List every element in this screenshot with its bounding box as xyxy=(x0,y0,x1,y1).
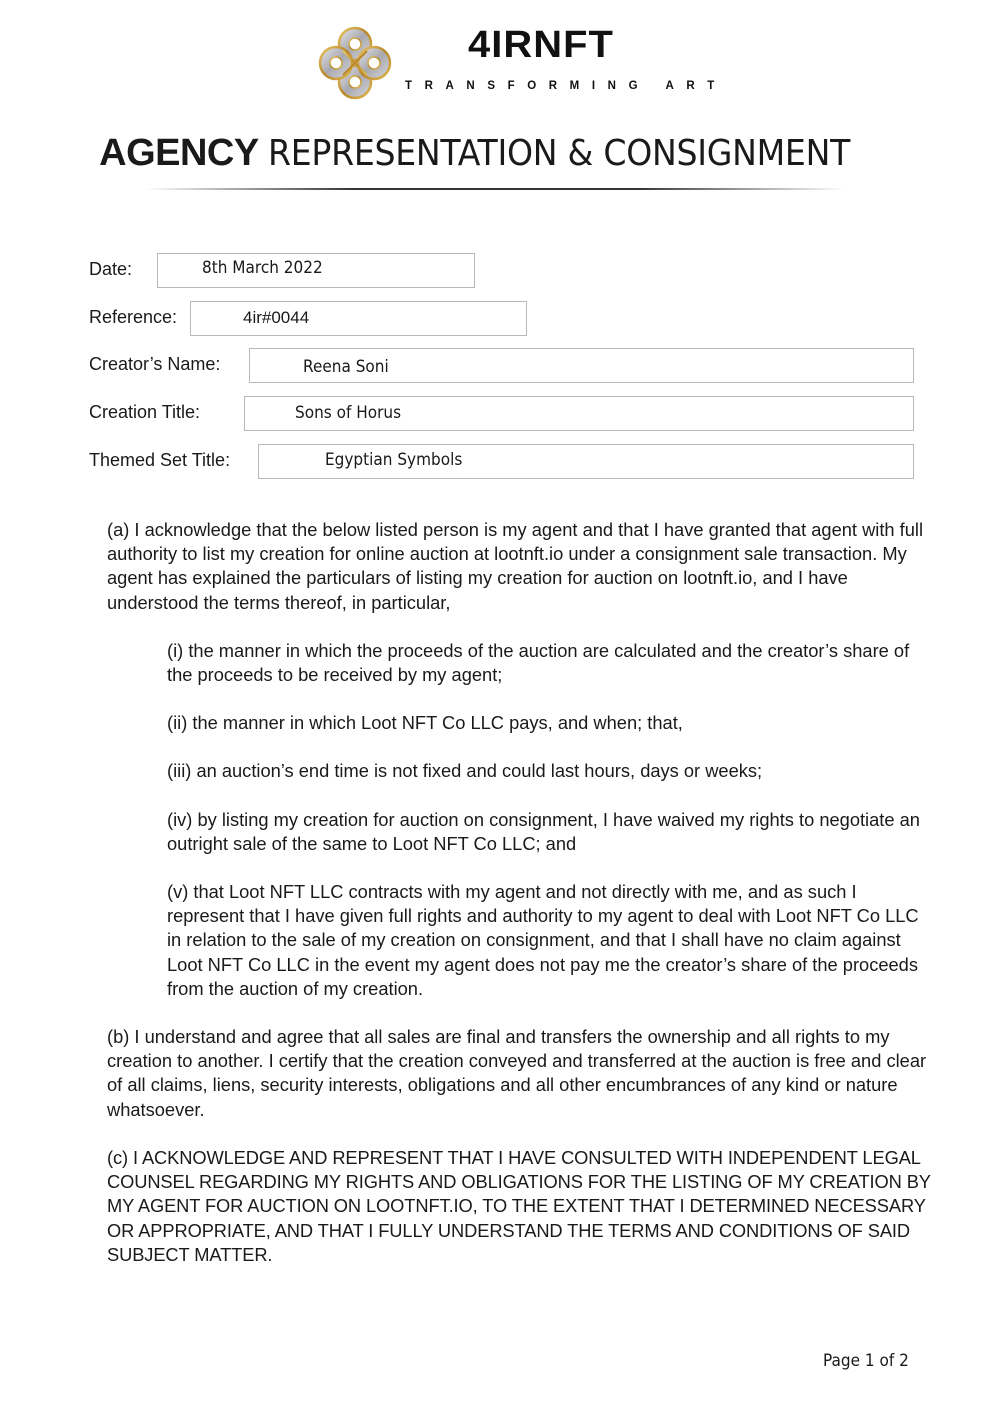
creator-name-value: Reena Soni xyxy=(303,357,389,377)
reference-value: 4ir#0044 xyxy=(243,308,310,327)
themed-set-title-label: Themed Set Title: xyxy=(89,450,231,470)
clause-a-v: (v) that Loot NFT LLC contracts with my agent and not directly with me, and as such I represent that I have given full rights and authority to my agent to deal with Loot NFT Co LLC in relation to the sale of my creation on consignment, and that I shall have no claim against Loot NFT Co LLC in the event my agent does not pay me the creator’s share of the proceeds from the auction of my creation. xyxy=(167,881,919,999)
creation-title-label: Creation Title: xyxy=(89,402,201,422)
clause-c: (c) I ACKNOWLEDGE AND REPRESENT THAT I HAVE CONSULTED WITH INDEPENDENT LEGAL COUNSEL REGARDING MY RIGHTS AND OBLIGATIONS FOR THE LISTING OF MY CREATION BY MY AGENT FOR AUCTION ON LOOTNFT.IO, TO THE EXTENT THAT I DETERMINED NECESSARY OR APPROPRIATE, AND THAT I FULLY UNDERSTAND THE TERMS AND CONDITIONS OF SAID SUBJECT MATTER. xyxy=(107,1147,931,1265)
creator-name-label: Creator’s Name: xyxy=(89,354,221,374)
date-value: 8th March 2022 xyxy=(202,258,323,278)
date-label: Date: xyxy=(89,259,133,279)
gold-knot-logo-icon xyxy=(316,24,394,102)
brand-tagline: TRANSFORMING ART xyxy=(405,80,727,92)
clause-a-iii: (iii) an auction’s end time is not fixed and could last hours, days or weeks; xyxy=(167,760,763,781)
creation-title-value: Sons of Horus xyxy=(295,403,402,423)
title-regular-part: REPRESENTATION & CONSIGNMENT xyxy=(268,133,851,174)
clause-a-i: (i) the manner in which the proceeds of the auction are calculated and the creator’s share of the proceeds to be received by my agent; xyxy=(167,640,910,686)
page-title xyxy=(0,134,1000,172)
themed-set-title-value: Egyptian Symbols xyxy=(325,450,463,470)
brand-name: 4IRNFT xyxy=(468,24,614,66)
clause-a: (a) I acknowledge that the below listed person is my agent and that I have granted that agent with full authority to list my creation for online auction at lootnft.io under a consignment sale transaction. My agent has explained the particulars of listing my creation for auction on lootnft.io, and I have understood the terms thereof, in particular, xyxy=(107,519,924,613)
clause-b: (b) I understand and agree that all sales are final and transfers the ownership and all rights to my creation to another. I certify that the creation conveyed and transferred at the auction is free and clear of all claims, liens, security interests, obligations and all other encumbrances of any kind or nature whatsoever. xyxy=(107,1026,927,1120)
page-number: Page 1 of 2 xyxy=(823,1351,909,1371)
reference-field[interactable] xyxy=(190,301,527,336)
reference-label: Reference: xyxy=(89,307,178,327)
clause-a-ii: (ii) the manner in which Loot NFT Co LLC pays, and when; that, xyxy=(167,712,683,733)
title-divider xyxy=(145,188,845,190)
clause-a-iv: (iv) by listing my creation for auction on consignment, I have waived my rights to negotiate an outright sale of the same to Loot NFT Co LLC; and xyxy=(167,809,920,855)
title-bold-part: AGENCY xyxy=(99,132,259,174)
